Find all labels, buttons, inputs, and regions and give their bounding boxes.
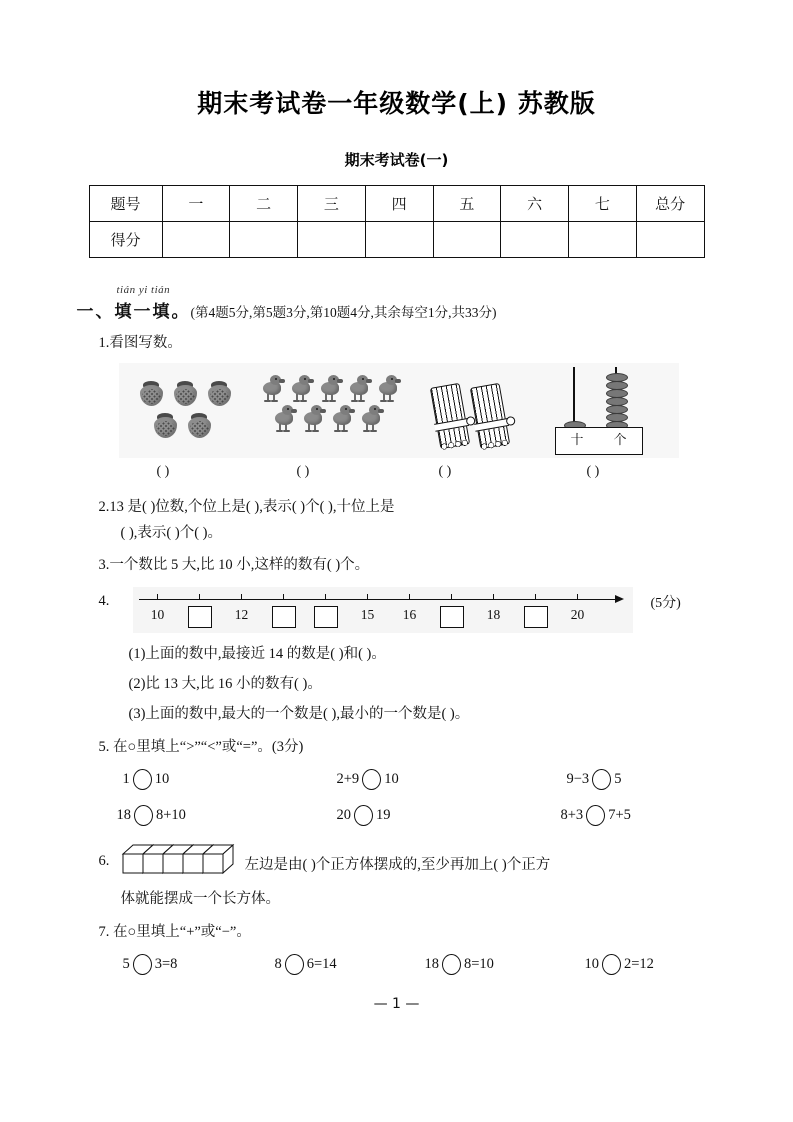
- picture-ducklings: [259, 363, 409, 458]
- score-cell-4[interactable]: [365, 222, 433, 258]
- operator-circle[interactable]: [442, 954, 461, 975]
- duckling-icon: [377, 374, 402, 402]
- question-6: [99, 843, 717, 877]
- operator-item[interactable]: [123, 954, 178, 975]
- score-table-row-label: 题号: [89, 186, 162, 222]
- picture-strawberries: [127, 363, 247, 458]
- strawberry-icon: [207, 380, 233, 406]
- abacus-label-tens: 十: [570, 432, 584, 448]
- operator-left: 8: [274, 955, 282, 972]
- question-4-number: 4.: [98, 593, 110, 609]
- cubes-icon: [121, 843, 241, 877]
- duckling-icon: [261, 374, 286, 402]
- score-cell-6[interactable]: [501, 222, 569, 258]
- compare-left: 9−3: [566, 770, 590, 787]
- operator-item[interactable]: [585, 954, 654, 975]
- operator-item[interactable]: [275, 954, 337, 975]
- answer-blank-strawberries[interactable]: ( ): [156, 463, 170, 479]
- stick-bundle-icon: [469, 383, 509, 449]
- numberline-tick: [157, 594, 158, 600]
- score-table: [89, 185, 705, 258]
- operator-right: 6=14: [306, 955, 337, 972]
- question-4-score: (5分): [650, 596, 681, 611]
- abacus-base: [555, 427, 643, 455]
- cube-row-graphic: [121, 843, 241, 877]
- score-cell-total[interactable]: [636, 222, 704, 258]
- score-table-col-5: 五: [433, 186, 501, 222]
- abacus-rod-tens: [573, 367, 575, 429]
- numberline-axis: [139, 599, 617, 600]
- duckling-icon: [331, 404, 356, 432]
- numberline-tick: [577, 594, 578, 600]
- score-cell-5[interactable]: [433, 222, 501, 258]
- section1-heading: [77, 297, 717, 322]
- compare-right: 19: [376, 806, 391, 823]
- compare-circle[interactable]: [354, 805, 373, 826]
- answer-blank-bundles[interactable]: ( ): [438, 463, 452, 479]
- numberline-box-14[interactable]: [314, 606, 338, 628]
- operator-right: 3=8: [154, 955, 178, 972]
- score-table-col-2: 二: [230, 186, 298, 222]
- duckling-icon: [319, 374, 344, 402]
- numberline-label-15: 15: [360, 607, 375, 622]
- numberline-tick: [409, 594, 410, 600]
- compare-right: 10: [384, 770, 399, 787]
- question-5-row-1: [99, 769, 709, 795]
- numberline-tick: [199, 594, 200, 600]
- strawberry-icon: [139, 380, 165, 406]
- question-1-pictures: [119, 363, 679, 458]
- page-number: — 1 —: [373, 996, 420, 1012]
- strawberry-icon: [173, 380, 199, 406]
- numberline-label-10: 10: [150, 607, 165, 622]
- operator-right: 8=10: [464, 955, 494, 972]
- compare-item[interactable]: [561, 805, 631, 826]
- question-6-line2: 体就能摆成一个长方体。: [120, 890, 280, 907]
- compare-left: 1: [122, 770, 130, 787]
- score-cell-2[interactable]: [230, 222, 298, 258]
- numberline-label-18: 18: [486, 607, 501, 622]
- table-row-header: [89, 186, 704, 222]
- operator-left: 18: [424, 955, 439, 972]
- numberline-tick: [535, 594, 536, 600]
- operator-item[interactable]: [425, 954, 494, 975]
- duckling-icon: [302, 404, 327, 432]
- strawberry-icon: [153, 412, 179, 438]
- question-4-sub-1: (1)上面的数中,最接近 14 的数是( )和( )。: [128, 646, 386, 662]
- compare-left: 2+9: [336, 770, 360, 787]
- operator-left: 10: [584, 955, 599, 972]
- numberline-tick: [367, 594, 368, 600]
- question-1-answer-blanks: [119, 464, 679, 486]
- question-5-text: 5. 在○里填上“>”“<”或“=”。(3分): [98, 739, 304, 755]
- numberline-arrow-icon: [615, 595, 624, 603]
- answer-blank-abacus[interactable]: ( ): [586, 463, 600, 479]
- operator-circle[interactable]: [285, 954, 304, 975]
- compare-left: 18: [116, 806, 131, 823]
- picture-abacus: [549, 363, 669, 458]
- numberline-label-20: 20: [570, 607, 585, 622]
- page-subtitle: 期末考试卷(一): [344, 151, 449, 169]
- score-table-col-4: 四: [365, 186, 433, 222]
- numberline-label-12: 12: [234, 607, 249, 622]
- numberline-tick: [325, 594, 326, 600]
- score-cell-3[interactable]: [298, 222, 366, 258]
- question-4-sub-3: (3)上面的数中,最大的一个数是( ),最小的一个数是( )。: [128, 706, 470, 722]
- compare-circle[interactable]: [133, 769, 152, 790]
- compare-item[interactable]: [123, 769, 170, 790]
- compare-item[interactable]: [337, 805, 391, 826]
- compare-item[interactable]: [337, 769, 399, 790]
- score-table-col-3: 三: [298, 186, 366, 222]
- compare-circle[interactable]: [586, 805, 605, 826]
- question-1-text: 1.看图写数。: [98, 335, 182, 351]
- question-6-number: 6.: [98, 852, 110, 869]
- operator-circle[interactable]: [133, 954, 152, 975]
- section1-label: 一、填一填。: [76, 302, 191, 322]
- numberline-label-16: 16: [402, 607, 417, 622]
- numberline-box-11[interactable]: [188, 606, 212, 628]
- score-cell-7[interactable]: [569, 222, 637, 258]
- operator-circle[interactable]: [602, 954, 621, 975]
- numberline-box-19[interactable]: [524, 606, 548, 628]
- question-6-line1: 左边是由( )个正方体摆成的,至少再加上( )个正方: [244, 856, 551, 873]
- compare-item[interactable]: [117, 805, 186, 826]
- score-table-col-6: 六: [501, 186, 569, 222]
- question-4-numberline: [99, 587, 709, 633]
- operator-left: 5: [122, 955, 130, 972]
- numberline-tick: [451, 594, 452, 600]
- picture-stick-bundles: [419, 363, 529, 458]
- duckling-icon: [273, 404, 298, 432]
- exam-content: [77, 284, 717, 980]
- numberline-box-17[interactable]: [440, 606, 464, 628]
- strawberry-icon: [187, 412, 213, 438]
- compare-right: 8+10: [156, 806, 186, 823]
- compare-right: 7+5: [608, 806, 631, 823]
- answer-blank-ducklings[interactable]: ( ): [296, 463, 310, 479]
- compare-item[interactable]: [567, 769, 622, 790]
- compare-circle[interactable]: [592, 769, 611, 790]
- stick-bundle-icon: [429, 383, 469, 449]
- operator-right: 2=12: [624, 955, 654, 972]
- page-title: 期末考试卷一年级数学(上) 苏教版: [197, 89, 596, 118]
- score-table-col-7: 七: [569, 186, 637, 222]
- duckling-icon: [290, 374, 315, 402]
- question-4-sub-2: (2)比 13 大,比 16 小的数有( )。: [128, 676, 322, 692]
- table-row-scores: [89, 222, 704, 258]
- numberline-box-13[interactable]: [272, 606, 296, 628]
- score-cell-1[interactable]: [162, 222, 230, 258]
- score-table-col-1: 一: [162, 186, 230, 222]
- score-table-row-label-score: 得分: [89, 222, 162, 258]
- compare-left: 8+3: [560, 806, 584, 823]
- numberline-tick: [493, 594, 494, 600]
- score-table-col-total: 总分: [636, 186, 704, 222]
- abacus-label-ones: 个: [613, 432, 627, 448]
- numberline-tick: [241, 594, 242, 600]
- duckling-icon: [348, 374, 373, 402]
- numberline-graphic: [133, 587, 633, 633]
- section1-pinyin: tián yi tián: [116, 284, 171, 296]
- numberline-tick: [283, 594, 284, 600]
- duckling-icon: [360, 404, 385, 432]
- section1-note: (第4题5分,第5题3分,第10题4分,其余每空1分,共33分): [190, 305, 497, 320]
- question-2-line2: ( ),表示( )个( )。: [120, 524, 222, 541]
- question-3-text: 3.一个数比 5 大,比 10 小,这样的数有( )个。: [98, 557, 370, 574]
- compare-circle[interactable]: [362, 769, 381, 790]
- compare-left: 20: [336, 806, 351, 823]
- question-7-text: 7. 在○里填上“+”或“−”。: [98, 923, 251, 940]
- compare-right: 10: [154, 770, 170, 787]
- question-5-row-2: [99, 805, 709, 831]
- question-7-row: [99, 954, 709, 980]
- compare-right: 5: [614, 770, 622, 787]
- question-2-line1: 2.13 是( )位数,个位上是( ),表示( )个( ),十位上是: [98, 498, 395, 515]
- compare-circle[interactable]: [134, 805, 153, 826]
